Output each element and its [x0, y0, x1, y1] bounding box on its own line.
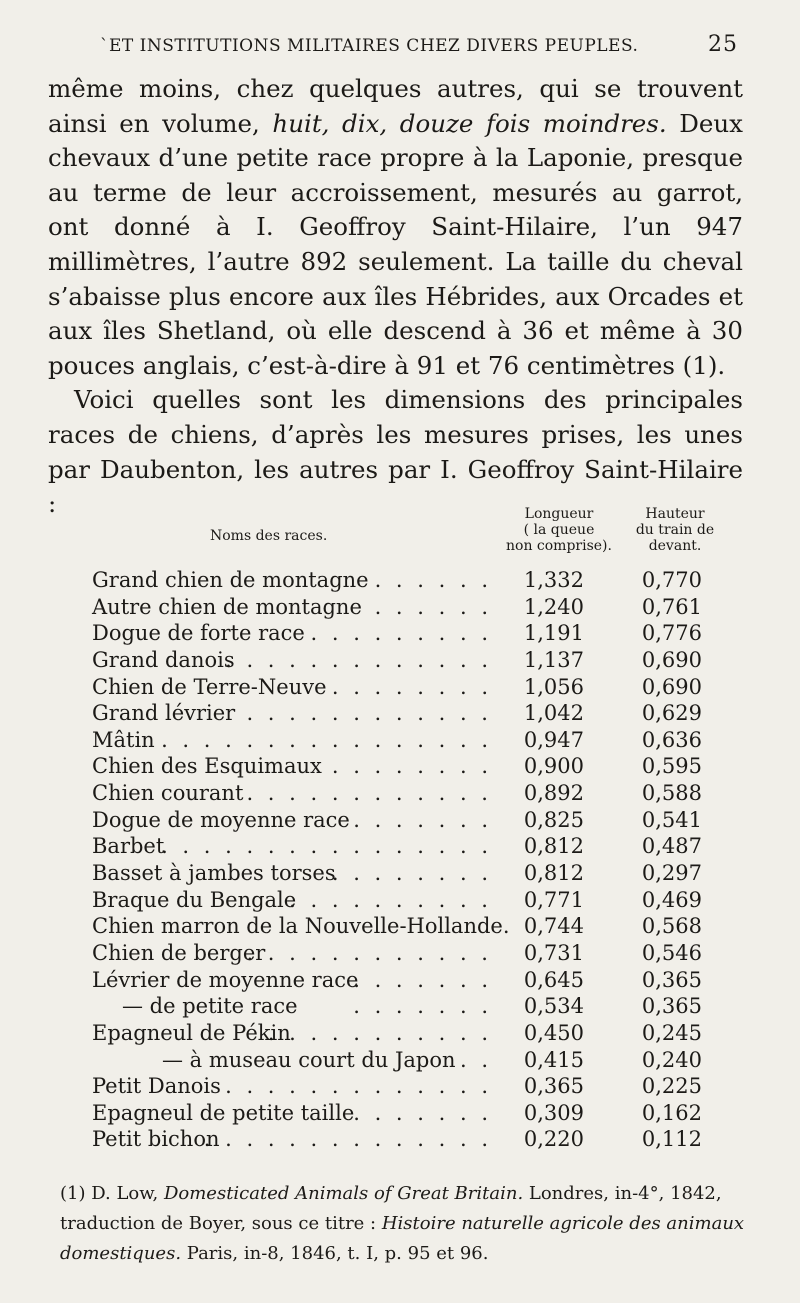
- table-row: [92, 993, 722, 1020]
- race-name: Grand lévrier: [92, 701, 236, 726]
- table-row: [92, 967, 722, 994]
- footnote-italic-title: Domesticated Animals of Great Britain.: [163, 1183, 524, 1204]
- longueur-value: 1,332: [523, 568, 584, 592]
- race-name: Epagneul de petite taille: [92, 1100, 355, 1125]
- paragraph-1: [48, 72, 743, 383]
- longueur-value: 0,892: [523, 781, 584, 806]
- hauteur-value: 0,487: [641, 834, 702, 859]
- footnote-text-a: (1) D. Low,: [60, 1183, 164, 1204]
- footnote-text-c: Londres, in-4°, 1842, traduction de Boyer, sous ce titre :: [60, 1183, 722, 1234]
- longueur-value: 0,731: [523, 940, 584, 965]
- race-name: Chien des Esquimaux: [92, 754, 322, 779]
- table-row: [92, 1020, 722, 1047]
- race-name: Autre chien de montagne: [92, 594, 362, 619]
- hauteur-value: 0,546: [641, 940, 702, 965]
- paragraph-1-italic: huit, dix, douze fois moindres.: [272, 108, 667, 138]
- table-row: [92, 753, 722, 780]
- race-name: Petit bichon: [92, 1127, 220, 1152]
- hauteur-value: 0,690: [641, 647, 702, 672]
- table-row: [92, 887, 722, 914]
- hauteur-value: 0,588: [641, 781, 702, 806]
- leader-dots: . . . . . . .: [353, 1100, 492, 1125]
- longueur-value: 1,137: [523, 647, 584, 672]
- hauteur-value: 0,245: [641, 1020, 702, 1045]
- race-name: Chien de berger: [92, 940, 266, 965]
- longueur-value: 0,744: [523, 914, 584, 939]
- column-header-races: Noms des races.: [210, 528, 328, 544]
- leader-dots: . . . . . . . . .: [310, 621, 492, 646]
- race-name: Chien marron de la Nouvelle-Hollande.: [92, 914, 510, 939]
- hauteur-value: 0,365: [641, 994, 702, 1019]
- hauteur-value: 0,761: [641, 594, 702, 619]
- race-name: Mâtin: [92, 727, 155, 752]
- longueur-value: 1,191: [523, 621, 584, 646]
- footnote-text-e: Paris, in-8, 1846, t. I, p. 95 et 96.: [181, 1243, 489, 1264]
- hauteur-value: 0,297: [641, 861, 702, 886]
- hauteur-value: 0,770: [641, 568, 702, 592]
- footnote-italic-title-2: Histoire naturelle agricole des animaux domestiques.: [60, 1213, 745, 1264]
- race-name: Dogue de forte race: [92, 621, 305, 646]
- leader-dots: . . . . . . .: [353, 994, 492, 1019]
- leader-dots: . . . . . . .: [353, 807, 492, 832]
- longueur-value: 0,947: [523, 727, 584, 752]
- longueur-value: 0,220: [523, 1127, 584, 1152]
- paragraph-1-text-b: Deux chevaux d’une petite race propre à la Laponie, presque au terme de leur accroissement, mesurés au garrot, ont donné à I. Geoffroy Saint-Hilaire, l’un 947 millimètres, l’autre 892 seulement. La taille du cheval s’abaisse plus encore aux îles Hébrides, aux Orcades et aux îles Shetland, où elle descend à 36 et même à 30 pouces anglais, c’est-à-dire à 91 et 76 centimètres (1).: [48, 108, 743, 380]
- table-row: [92, 913, 722, 940]
- hauteur-value: 0,469: [641, 887, 702, 912]
- hauteur-label-line3: devant.: [648, 538, 702, 554]
- leader-dots: . .: [459, 1047, 492, 1072]
- longueur-value: 0,365: [523, 1074, 584, 1099]
- leader-dots: . . . . . . . . . .: [289, 887, 492, 912]
- column-header-hauteur: [616, 506, 734, 554]
- leader-dots: . . . . . . . .: [331, 861, 492, 886]
- running-header: [100, 32, 738, 62]
- hauteur-value: 0,636: [641, 727, 702, 752]
- page-number: 25: [708, 32, 738, 57]
- hauteur-value: 0,112: [641, 1127, 702, 1152]
- leader-dots: . . . . . . . . . . . .: [246, 701, 492, 726]
- leader-dots: . . . . . .: [374, 594, 492, 619]
- column-header-longueur: [494, 506, 624, 554]
- table-row: [92, 594, 722, 621]
- race-name: Basset à jambes torses: [92, 861, 336, 886]
- race-name: Chien courant: [92, 781, 244, 806]
- leader-dots: . . . . . . . . . . . . . . . .: [161, 834, 492, 859]
- leader-dots: . . . . . . . . . . . . .: [225, 647, 492, 672]
- race-name: Epagneul de Pékin: [92, 1020, 291, 1045]
- table-row: [92, 940, 722, 967]
- table-row: [92, 1100, 722, 1127]
- leader-dots: . . . . . . . . . . . .: [246, 781, 492, 806]
- dog-measurements-table: [92, 567, 722, 1153]
- leader-dots: . . . . . . . . . . . . . .: [203, 1127, 492, 1152]
- longueur-value: 0,771: [523, 887, 584, 912]
- race-name: Lévrier de moyenne race: [92, 967, 359, 992]
- table-row: [92, 807, 722, 834]
- longueur-value: 0,534: [523, 994, 584, 1019]
- longueur-label-line2: ( la queue: [523, 522, 595, 538]
- hauteur-value: 0,240: [641, 1047, 702, 1072]
- longueur-value: 0,645: [523, 967, 584, 992]
- table-row: [92, 674, 722, 701]
- hauteur-value: 0,365: [641, 967, 702, 992]
- table-header: [48, 506, 748, 562]
- hauteur-value: 0,162: [641, 1100, 702, 1125]
- leader-dots: . . . . . .: [374, 568, 492, 592]
- leader-dots: . . . . . . .: [353, 967, 492, 992]
- longueur-value: 1,042: [523, 701, 584, 726]
- hauteur-value: 0,776: [641, 621, 702, 646]
- leader-dots: . . . . . . . . . . . .: [246, 940, 492, 965]
- hauteur-value: 0,690: [641, 674, 702, 699]
- longueur-value: 0,812: [523, 861, 584, 886]
- hauteur-value: 0,568: [641, 914, 702, 939]
- race-name: Grand danois: [92, 647, 235, 672]
- race-name: Braque du Bengale: [92, 887, 297, 912]
- longueur-value: 1,056: [523, 674, 584, 699]
- paragraph-1-text-a: même moins, chez quelques autres, qui se trouvent ainsi en volume,: [48, 74, 743, 138]
- longueur-value: 1,240: [523, 594, 584, 619]
- hauteur-value: 0,595: [641, 754, 702, 779]
- longueur-label-line1: Longueur: [524, 506, 594, 522]
- race-name: Chien de Terre-Neuve: [92, 674, 327, 699]
- body-text: [48, 72, 743, 522]
- hauteur-value: 0,225: [641, 1074, 702, 1099]
- longueur-value: 0,309: [523, 1100, 584, 1125]
- leader-dots: . . . . . . . .: [331, 754, 492, 779]
- longueur-value: 0,415: [523, 1047, 584, 1072]
- paragraph-2: Voici quelles sont les dimensions des principales races de chiens, d’après les mesures prises, les unes par Daubenton, les autres par I. Geoffroy Saint-Hilaire :: [48, 385, 743, 519]
- footnote: [60, 1179, 760, 1269]
- leader-dots: . . . . . . . . . . .: [267, 1020, 492, 1045]
- table-row: [92, 1126, 722, 1153]
- table-row: [92, 727, 722, 754]
- leader-dots: . . . . . . . .: [331, 674, 492, 699]
- longueur-value: 0,450: [523, 1020, 584, 1045]
- hauteur-value: 0,629: [641, 701, 702, 726]
- hauteur-label-line2: du train de: [635, 522, 715, 538]
- table-row: [92, 567, 722, 594]
- table-row: [92, 1047, 722, 1074]
- hauteur-value: 0,541: [641, 807, 702, 832]
- race-name: — de petite race: [122, 994, 298, 1019]
- race-name: Dogue de moyenne race: [92, 807, 350, 832]
- race-name: Petit Danois: [92, 1074, 221, 1099]
- table-row: [92, 647, 722, 674]
- leader-dots: . . . . . . . . . . . . .: [225, 1074, 492, 1099]
- table-row: [92, 700, 722, 727]
- running-title: ˋET INSTITUTIONS MILITAIRES CHEZ DIVERS PEUPLES.: [100, 36, 639, 56]
- longueur-value: 0,812: [523, 834, 584, 859]
- table-row: [92, 860, 722, 887]
- race-name: Barbet: [92, 834, 165, 859]
- longueur-value: 0,825: [523, 807, 584, 832]
- table-row: [92, 620, 722, 647]
- table-row: [92, 833, 722, 860]
- race-name: — à museau court du Japon: [162, 1047, 456, 1072]
- longueur-label-line3: non comprise).: [506, 538, 612, 554]
- hauteur-label-line1: Hauteur: [645, 506, 705, 522]
- leader-dots: . . . . . . . . . . . . . . . .: [161, 727, 492, 752]
- table-row: [92, 1073, 722, 1100]
- table-row: [92, 780, 722, 807]
- race-name: Grand chien de montagne: [92, 568, 369, 592]
- longueur-value: 0,900: [523, 754, 584, 779]
